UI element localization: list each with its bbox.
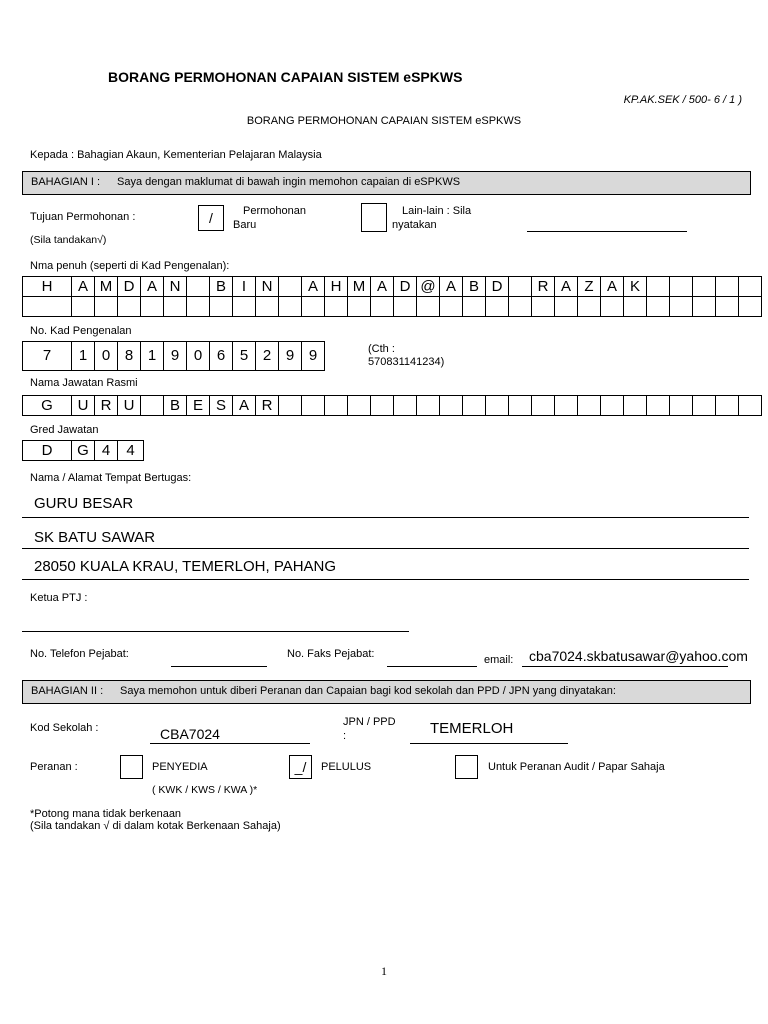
char-box[interactable]: [233, 296, 256, 317]
char-box[interactable]: B: [463, 276, 486, 297]
char-box[interactable]: [417, 296, 440, 317]
char-box[interactable]: A: [302, 276, 325, 297]
char-box[interactable]: H: [23, 276, 72, 297]
char-box[interactable]: [187, 276, 210, 297]
char-box[interactable]: [532, 395, 555, 416]
char-box[interactable]: [141, 296, 164, 317]
char-box[interactable]: [601, 296, 624, 317]
head-ptj-label: Ketua PTJ :: [30, 592, 88, 604]
phone-line[interactable]: [171, 666, 267, 667]
char-box[interactable]: [417, 395, 440, 416]
char-box[interactable]: D: [486, 276, 509, 297]
section-1-text: Saya dengan maklumat di bawah ingin memohon capaian di eSPKWS: [117, 176, 461, 188]
char-box[interactable]: [210, 296, 233, 317]
char-box[interactable]: [486, 395, 509, 416]
char-box[interactable]: [555, 395, 578, 416]
char-box[interactable]: G: [72, 440, 95, 461]
char-box[interactable]: N: [164, 276, 187, 297]
audit-checkbox[interactable]: [455, 755, 478, 779]
jpn-ppd-label-1: JPN / PPD: [343, 716, 396, 728]
char-box[interactable]: [325, 395, 348, 416]
section-2-text: Saya memohon untuk diberi Peranan dan Capaian bagi kod sekolah dan PPD / JPN yang dinyatakan:: [120, 685, 616, 697]
jpn-ppd-line[interactable]: [410, 743, 568, 744]
ic-example-2: 570831141234): [368, 356, 445, 368]
char-box[interactable]: [647, 395, 670, 416]
role-label: Peranan :: [30, 761, 78, 773]
char-box[interactable]: M: [95, 276, 118, 297]
note-tick: (Sila tandakan √ di dalam kotak Berkenaan Sahaja): [30, 820, 281, 832]
char-box[interactable]: B: [210, 276, 233, 297]
char-box[interactable]: M: [348, 276, 371, 297]
new-application-checkbox[interactable]: /: [198, 205, 224, 231]
char-box[interactable]: @: [417, 276, 440, 297]
char-box[interactable]: [279, 296, 302, 317]
char-box[interactable]: B: [164, 395, 187, 416]
char-box[interactable]: D: [23, 440, 72, 461]
char-box[interactable]: [670, 395, 693, 416]
form-subtitle: BORANG PERMOHONAN CAPAIAN SISTEM eSPKWS: [246, 115, 522, 127]
char-box[interactable]: 4: [95, 440, 118, 461]
address-line-3: 28050 KUALA KRAU, TEMERLOH, PAHANG: [34, 558, 337, 575]
char-box[interactable]: [348, 296, 371, 317]
char-box[interactable]: [279, 276, 302, 297]
other-purpose-label-1: Lain-lain : Sila: [402, 205, 472, 217]
char-box[interactable]: [739, 395, 762, 416]
full-name-boxes-row-2: [22, 296, 762, 317]
char-box[interactable]: [624, 395, 647, 416]
page-number: 1: [381, 964, 387, 978]
char-box[interactable]: D: [394, 276, 417, 297]
section-1-header: [22, 171, 751, 195]
char-box[interactable]: D: [118, 276, 141, 297]
char-box[interactable]: A: [371, 276, 394, 297]
address-rule-2[interactable]: [22, 548, 749, 549]
char-box[interactable]: 9: [302, 341, 325, 371]
preparer-checkbox[interactable]: [120, 755, 143, 779]
audit-label: Untuk Peranan Audit / Papar Sahaja: [488, 761, 665, 773]
char-box[interactable]: 1: [72, 341, 95, 371]
char-box[interactable]: [509, 276, 532, 297]
ic-example-1: (Cth :: [368, 343, 395, 355]
char-box[interactable]: K: [624, 276, 647, 297]
char-box[interactable]: 9: [164, 341, 187, 371]
char-box[interactable]: [716, 296, 739, 317]
school-code-line[interactable]: [150, 743, 310, 744]
char-box[interactable]: [164, 296, 187, 317]
char-box[interactable]: [394, 395, 417, 416]
recipient-line: Kepada : Bahagian Akaun, Kementerian Pelajaran Malaysia: [30, 149, 322, 161]
char-box[interactable]: H: [325, 276, 348, 297]
char-box[interactable]: U: [118, 395, 141, 416]
char-box[interactable]: I: [233, 276, 256, 297]
char-box[interactable]: 0: [187, 341, 210, 371]
address-label: Nama / Alamat Tempat Bertugas:: [30, 472, 192, 484]
email-label: email:: [484, 654, 514, 666]
char-box[interactable]: [141, 395, 164, 416]
note-strike: *Potong mana tidak berkenaan: [30, 808, 182, 820]
position-boxes: [22, 395, 762, 416]
char-box[interactable]: [95, 296, 118, 317]
jpn-ppd-value: TEMERLOH: [430, 720, 514, 737]
ic-number-boxes: [22, 341, 325, 371]
char-box[interactable]: [440, 395, 463, 416]
phone-label: No. Telefon Pejabat:: [30, 648, 129, 660]
char-box[interactable]: [440, 296, 463, 317]
char-box[interactable]: [624, 296, 647, 317]
char-box[interactable]: [302, 296, 325, 317]
char-box[interactable]: S: [210, 395, 233, 416]
char-box[interactable]: R: [95, 395, 118, 416]
grade-label: Gred Jawatan: [30, 424, 99, 436]
address-rule-3[interactable]: [22, 579, 749, 580]
char-box[interactable]: [509, 296, 532, 317]
char-box[interactable]: [532, 296, 555, 317]
address-rule-1[interactable]: [22, 517, 749, 518]
char-box[interactable]: [348, 395, 371, 416]
char-box[interactable]: [693, 296, 716, 317]
new-application-label-2: Baru: [233, 219, 257, 231]
char-box[interactable]: [371, 395, 394, 416]
char-box[interactable]: [555, 296, 578, 317]
purpose-note: (Sila tandakan√): [30, 234, 107, 246]
char-box[interactable]: E: [187, 395, 210, 416]
char-box[interactable]: [716, 395, 739, 416]
char-box[interactable]: 2: [256, 341, 279, 371]
char-box[interactable]: [118, 296, 141, 317]
char-box[interactable]: 8: [118, 341, 141, 371]
char-box[interactable]: 9: [279, 341, 302, 371]
char-box[interactable]: G: [23, 395, 72, 416]
char-box[interactable]: [647, 276, 670, 297]
address-line-2: SK BATU SAWAR: [34, 529, 156, 546]
char-box[interactable]: R: [256, 395, 279, 416]
position-label: Nama Jawatan Rasmi: [30, 377, 138, 389]
char-box[interactable]: 5: [233, 341, 256, 371]
char-box[interactable]: A: [555, 276, 578, 297]
char-box[interactable]: A: [440, 276, 463, 297]
char-box[interactable]: A: [72, 276, 95, 297]
char-box[interactable]: 0: [95, 341, 118, 371]
char-box[interactable]: N: [256, 276, 279, 297]
char-box[interactable]: 1: [141, 341, 164, 371]
char-box[interactable]: [486, 296, 509, 317]
new-application-label-1: Permohonan: [243, 205, 306, 217]
char-box[interactable]: [463, 296, 486, 317]
char-box[interactable]: [716, 276, 739, 297]
full-name-label: Nma penuh (seperti di Kad Pengenalan):: [30, 260, 230, 272]
char-box[interactable]: [693, 276, 716, 297]
other-purpose-label-2: nyatakan: [392, 219, 437, 231]
form-reference: KP.AK.SEK / 500- 6 / 1 ): [623, 94, 742, 106]
char-box[interactable]: A: [601, 276, 624, 297]
char-box[interactable]: [578, 395, 601, 416]
section-2-header: [22, 680, 751, 704]
head-ptj-line[interactable]: [22, 631, 409, 632]
char-box[interactable]: [578, 296, 601, 317]
ic-label: No. Kad Pengenalan: [30, 325, 132, 337]
char-box[interactable]: R: [532, 276, 555, 297]
preparer-sublabel: ( KWK / KWS / KWA )*: [152, 784, 258, 796]
char-box[interactable]: [302, 395, 325, 416]
fax-label: No. Faks Pejabat:: [287, 648, 375, 660]
char-box[interactable]: A: [141, 276, 164, 297]
email-line[interactable]: [522, 666, 728, 667]
char-box[interactable]: [72, 296, 95, 317]
char-box[interactable]: 4: [118, 440, 144, 461]
char-box[interactable]: [693, 395, 716, 416]
char-box[interactable]: [463, 395, 486, 416]
char-box[interactable]: 7: [23, 341, 72, 371]
char-box[interactable]: [187, 296, 210, 317]
preparer-label: PENYEDIA: [152, 761, 208, 773]
char-box[interactable]: 6: [210, 341, 233, 371]
school-code-label: Kod Sekolah :: [30, 722, 99, 734]
char-box[interactable]: [647, 296, 670, 317]
address-line-1: GURU BESAR: [34, 495, 134, 512]
char-box[interactable]: [509, 395, 532, 416]
char-box[interactable]: [256, 296, 279, 317]
char-box[interactable]: A: [233, 395, 256, 416]
char-box[interactable]: [670, 296, 693, 317]
form-title: BORANG PERMOHONAN CAPAIAN SISTEM eSPKWS: [108, 69, 463, 85]
char-box[interactable]: [601, 395, 624, 416]
section-1-label: BAHAGIAN I :: [31, 176, 101, 188]
section-2-label: BAHAGIAN II :: [31, 685, 104, 697]
char-box[interactable]: [739, 296, 762, 317]
char-box[interactable]: U: [72, 395, 95, 416]
char-box[interactable]: [739, 276, 762, 297]
char-box[interactable]: [394, 296, 417, 317]
approver-checkbox[interactable]: _/: [289, 755, 312, 779]
char-box[interactable]: [23, 296, 72, 317]
full-name-boxes: [22, 276, 762, 297]
email-value: cba7024.skbatusawar@yahoo.com: [529, 648, 748, 664]
other-purpose-checkbox[interactable]: [361, 203, 387, 232]
fax-line[interactable]: [387, 666, 477, 667]
jpn-ppd-label-2: :: [343, 730, 347, 742]
char-box[interactable]: [371, 296, 394, 317]
char-box[interactable]: [325, 296, 348, 317]
other-purpose-line[interactable]: [527, 231, 687, 232]
school-code-value: CBA7024: [160, 726, 220, 742]
purpose-label: Tujuan Permohonan :: [30, 211, 136, 223]
char-box[interactable]: Z: [578, 276, 601, 297]
char-box[interactable]: [670, 276, 693, 297]
grade-boxes: [22, 440, 144, 461]
char-box[interactable]: [279, 395, 302, 416]
approver-label: PELULUS: [321, 761, 372, 773]
